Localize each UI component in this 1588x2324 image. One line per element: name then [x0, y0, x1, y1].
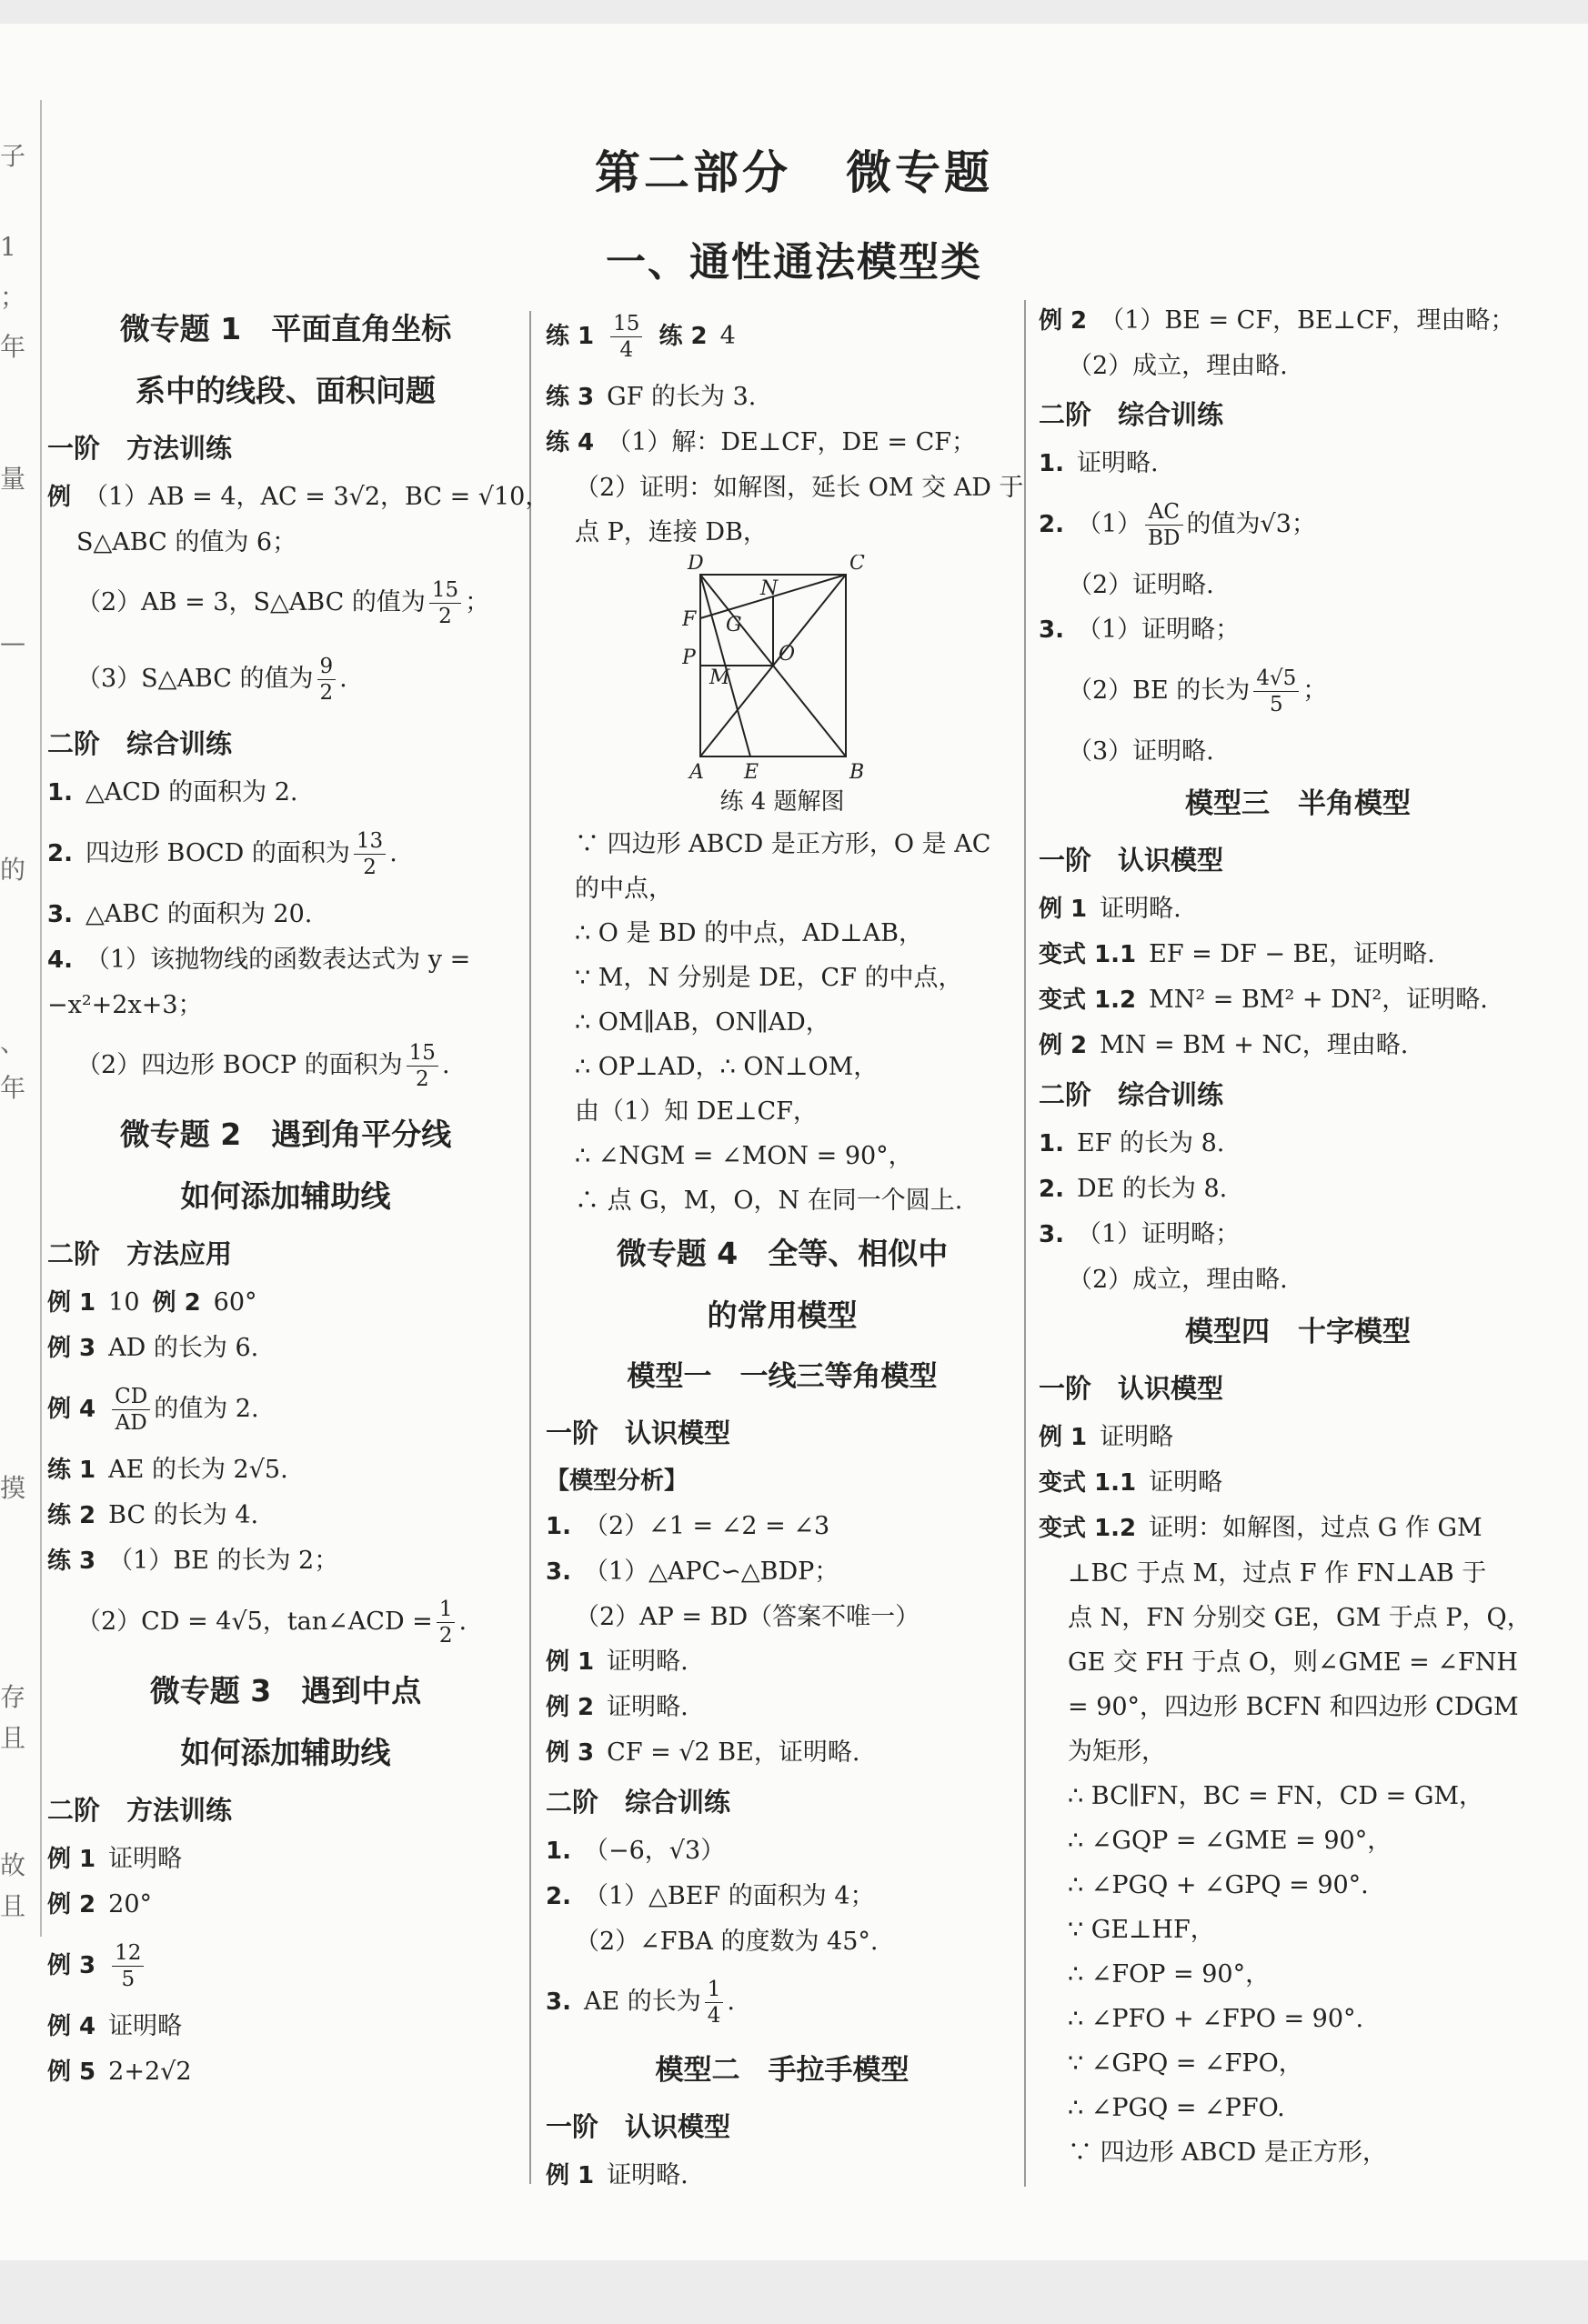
proof-line: ∴ ∠GQP = ∠GME = 90°，	[1068, 1827, 1392, 1855]
column-divider-2	[1024, 300, 1026, 2187]
answer-line: 1. 证明略.	[1039, 449, 1159, 477]
proof-line: 为矩形，	[1068, 1738, 1166, 1766]
topic-title: 微专题 3 遇到中点	[149, 1673, 422, 1708]
answer-line: 2. （1） $\frac{AC}{BD}$ 的值为√3；	[1039, 500, 1316, 550]
figure-caption: 练 4 题解图	[719, 788, 845, 816]
proof-line: ∴ ∠PGQ = ∠PFO.	[1068, 2094, 1285, 2122]
answer-line: （2）证明：如解图，延长 OM 交 AD 于	[575, 474, 1024, 502]
model-analysis-label: 【模型分析】	[546, 1468, 688, 1495]
answer-line: （2）证明略.	[1068, 571, 1214, 599]
point-b: B	[849, 761, 865, 782]
point-o: O	[779, 643, 796, 666]
part-title-a: 第二部分	[595, 146, 791, 199]
topic-title: 的常用模型	[707, 1297, 858, 1333]
answer-line: （2）CD = 4√5，tan∠ACD = $\frac{1}{2}$ .	[76, 1598, 467, 1648]
answer-line: 练 2 BC 的长为 4.	[47, 1501, 259, 1529]
answer-line: 例 2 20°	[47, 1890, 153, 1918]
answer-line: 2. （1）△BEF 的面积为 4；	[546, 1882, 875, 1910]
left-margin-rule	[40, 100, 42, 1937]
stage-heading: 二阶 方法训练	[47, 1795, 233, 1826]
margin-fragment: 、	[0, 1027, 26, 1057]
answer-line: （2）AB = 3，S△ABC 的值为 $\frac{15}{2}$ ；	[76, 578, 490, 628]
answer-line: （2）成立，理由略.	[1068, 1266, 1288, 1294]
answer-line: 2. DE 的长为 8.	[1039, 1175, 1228, 1203]
answer-line: 例 4 $\frac{CD}{AD}$ 的值为 2.	[47, 1385, 259, 1435]
fraction: $\frac{15}{2}$	[407, 1040, 438, 1092]
answer-line: 1. EF 的长为 8.	[1039, 1129, 1225, 1157]
answer-line: S△ABC 的值为 6；	[76, 528, 297, 556]
answer-line: 练 4 （1）解：DE⊥CF，DE = CF；	[546, 428, 977, 456]
column-divider-1	[529, 311, 531, 2184]
stage-heading: 一阶 方法训练	[47, 433, 233, 464]
proof-line: ∴ ∠NGM = ∠MON = 90°，	[575, 1142, 913, 1170]
margin-fragment: 且	[0, 1891, 26, 1921]
topic-title: 微专题 1 平面直角坐标	[119, 311, 452, 346]
answer-line: 例 1 证明略.	[1039, 895, 1181, 923]
answer-line: 例 1 证明略	[1039, 1423, 1174, 1451]
answer-line: 1. △ACD 的面积为 2.	[47, 778, 298, 806]
square-geometry-diagram	[682, 555, 882, 782]
answer-line: 变式 1.1 EF = DF − BE，证明略.	[1039, 940, 1435, 968]
column-middle	[546, 298, 1024, 2199]
stage-heading: 二阶 综合训练	[1039, 399, 1224, 430]
answer-line: −x²+2x+3；	[47, 991, 203, 1019]
section-title: 一、通性通法模型类	[606, 239, 982, 285]
fraction: $\frac{9}{2}$	[317, 654, 337, 706]
answer-line: 练 1 AE 的长为 2√5.	[47, 1456, 288, 1484]
bottom-scan-band	[0, 2260, 1588, 2324]
proof-line: ∴ ∠PFO + ∠FPO = 90°.	[1068, 2005, 1364, 2033]
answer-line: 例 3 AD 的长为 6.	[47, 1334, 259, 1362]
margin-fragment: 年	[0, 332, 26, 362]
point-e: E	[744, 761, 759, 782]
proof-line: GE 交 FH 于点 O，则∠GME = ∠FNH	[1068, 1648, 1518, 1677]
answer-line: 例 1 证明略.	[546, 1648, 688, 1676]
point-p: P	[682, 646, 696, 669]
stage-heading: 一阶 认识模型	[1039, 1373, 1224, 1404]
answer-line: 练 3 （1）BE 的长为 2；	[47, 1547, 339, 1575]
fraction: $\frac{12}{5}$	[112, 1940, 144, 1992]
answer-line: 点 P，连接 DB，	[575, 518, 768, 546]
answer-line: 例 5 2+2√2	[47, 2058, 192, 2086]
answer-line: 3. （1）△APC∽△BDP；	[546, 1558, 839, 1586]
proof-line: = 90°，四边形 BCFN 和四边形 CDGM	[1068, 1693, 1519, 1721]
stage-heading: 二阶 综合训练	[47, 728, 233, 759]
point-f: F	[682, 608, 697, 631]
fraction: $\frac{15}{2}$	[429, 577, 461, 629]
answer-line: 3. AE 的长为 $\frac{1}{4}$ .	[546, 1978, 735, 2028]
proof-line: ∴ OP⊥AD，∴ ON⊥OM，	[575, 1053, 879, 1081]
stage-heading: 二阶 综合训练	[546, 1787, 731, 1818]
answer-line: 3. （1）证明略；	[1039, 1220, 1241, 1248]
part-title-b: 微专题	[846, 146, 993, 199]
answer-line: 例 2 （1）BE = CF，BE⊥CF，理由略；	[1039, 306, 1515, 335]
top-scan-band	[0, 0, 1588, 24]
answer-line: 例 （1）AB = 4，AC = 3√2，BC = √10，	[47, 483, 550, 511]
fraction: $\frac{4√5}{5}$	[1253, 666, 1299, 717]
topic-title: 系中的线段、面积问题	[136, 373, 436, 408]
answer-line: （2）AP = BD（答案不唯一）	[575, 1603, 920, 1631]
margin-fragment: 量	[0, 464, 26, 494]
topic-title: 微专题 4 全等、相似中	[616, 1236, 949, 1271]
margin-fragment: 1	[0, 232, 16, 262]
answer-line: 例 2 证明略.	[546, 1693, 688, 1721]
model-heading: 模型二 手拉手模型	[655, 2054, 910, 2087]
model-heading: 模型四 十字模型	[1185, 1316, 1411, 1348]
margin-fragment: 存	[0, 1682, 26, 1712]
answer-line: （3）证明略.	[1068, 737, 1214, 766]
margin-fragment: 故	[0, 1850, 26, 1880]
fraction: $\frac{15}{4}$	[610, 311, 642, 363]
proof-line: ∴ BC∥FN，BC = FN，CD = GM，	[1068, 1782, 1484, 1810]
answer-line: （2）BE 的长为 $\frac{4√5}{5}$ ；	[1068, 666, 1328, 716]
answer-line: 例 2 MN = BM + NC，理由略.	[1039, 1031, 1409, 1059]
stage-heading: 一阶 认识模型	[546, 1417, 731, 1448]
margin-fragment: ；	[0, 282, 26, 312]
margin-fragment: 摸	[0, 1473, 26, 1503]
proof-line: ∴ ∠FOP = 90°，	[1068, 1960, 1271, 1988]
model-heading: 模型三 半角模型	[1185, 787, 1411, 820]
margin-fragment: 的	[0, 855, 26, 885]
proof-line: ∵ GE⊥HF，	[1068, 1916, 1215, 1944]
answer-line: 例 1 10 例 2 60°	[47, 1288, 257, 1317]
proof-line: 的中点，	[575, 875, 673, 903]
answer-line: 4. （1）该抛物线的函数表达式为 y =	[47, 946, 471, 974]
stage-heading: 一阶 认识模型	[1039, 845, 1224, 876]
proof-line: ∴ O 是 BD 的中点，AD⊥AB，	[575, 919, 924, 947]
proof-line: ∴ 点 G，M，O，N 在同一个圆上.	[575, 1187, 963, 1215]
answer-line: 例 3 $\frac{12}{5}$	[47, 1928, 524, 2004]
point-g: G	[726, 614, 742, 636]
proof-line: ∵ ∠GPQ = ∠FPO，	[1068, 2049, 1303, 2078]
part-title	[0, 136, 1588, 202]
point-m: M	[709, 666, 730, 689]
answer-line: 变式 1.2 MN² = BM² + DN²，证明略.	[1039, 986, 1488, 1014]
answer-line: （2）四边形 BOCP 的面积为 $\frac{15}{2}$ .	[76, 1041, 450, 1091]
fraction: $\frac{1}{4}$	[705, 1977, 724, 2028]
answer-line: （2）∠FBA 的度数为 45°.	[575, 1928, 879, 1956]
fraction: $\frac{CD}{AD}$	[112, 1384, 150, 1436]
proof-line: ∵ 四边形 ABCD 是正方形，O 是 AC	[575, 830, 991, 858]
answer-line: 3. （1）证明略；	[1039, 616, 1241, 644]
answer-line: 变式 1.1 证明略	[1039, 1468, 1223, 1497]
stage-heading: 二阶 方法应用	[47, 1238, 233, 1269]
answer-line: 3. △ABC 的面积为 20.	[47, 900, 313, 928]
answer-line: 2. 四边形 BOCD 的面积为 $\frac{13}{2}$ .	[47, 829, 397, 879]
point-n: N	[760, 577, 779, 600]
answer-line: 例 1 证明略	[47, 1845, 183, 1873]
proof-line: 由（1）知 DE⊥CF，	[575, 1097, 818, 1126]
answer-line: 1. （2）∠1 = ∠2 = ∠3	[546, 1512, 830, 1540]
answer-line: （3）S△ABC 的值为 $\frac{9}{2}$ .	[76, 655, 347, 705]
topic-title: 微专题 2 遇到角平分线	[119, 1117, 452, 1152]
fraction: $\frac{13}{2}$	[354, 828, 386, 880]
margin-fragment: 子	[0, 141, 26, 171]
fraction: $\frac{AC}{BD}$	[1145, 499, 1182, 551]
proof-line: 点 N，FN 分别交 GE，GM 于点 P，Q，	[1068, 1604, 1532, 1632]
answer-line: 例 1 证明略.	[546, 2161, 688, 2189]
point-d: D	[688, 555, 704, 575]
column-left	[47, 298, 550, 2095]
point-c: C	[849, 555, 865, 575]
solution-figure	[546, 555, 1019, 782]
topic-title: 如何添加辅助线	[180, 1178, 391, 1214]
column-right	[1039, 298, 1557, 2175]
proof-line: ⊥BC 于点 M，过点 F 作 FN⊥AB 于	[1068, 1559, 1487, 1588]
topic-title: 如何添加辅助线	[180, 1735, 391, 1770]
answer-line: 例 4 证明略	[47, 2012, 183, 2040]
point-a: A	[689, 761, 704, 782]
answer-line: 例 3 CF = √2 BE，证明略.	[546, 1738, 860, 1767]
proof-line: ∵ M，N 分别是 DE，CF 的中点，	[575, 964, 963, 992]
proof-line: ∵ 四边形 ABCD 是正方形，	[1068, 2139, 1387, 2167]
model-heading: 模型一 一线三等角模型	[627, 1360, 938, 1393]
proof-line: ∴ ∠PGQ + ∠GPQ = 90°.	[1068, 1871, 1369, 1899]
margin-fragment: —	[0, 627, 25, 657]
fraction: $\frac{1}{2}$	[437, 1597, 456, 1648]
answer-line: 练 3 GF 的长为 3.	[546, 383, 757, 411]
answer-line: 1. （−6，√3）	[546, 1837, 726, 1865]
stage-heading: 二阶 综合训练	[1039, 1079, 1224, 1110]
stage-heading: 一阶 认识模型	[546, 2111, 731, 2142]
margin-fragment: 且	[0, 1723, 26, 1753]
margin-fragment: 年	[0, 1073, 26, 1103]
proof-line: ∴ OM∥AB，ON∥AD，	[575, 1008, 830, 1037]
answer-line: 练 1 $\frac{15}{4}$ 练 2 4	[546, 312, 736, 362]
answer-line: （2）成立，理由略.	[1068, 352, 1288, 380]
answer-line: 变式 1.2 证明：如解图，过点 G 作 GM	[1039, 1514, 1482, 1542]
